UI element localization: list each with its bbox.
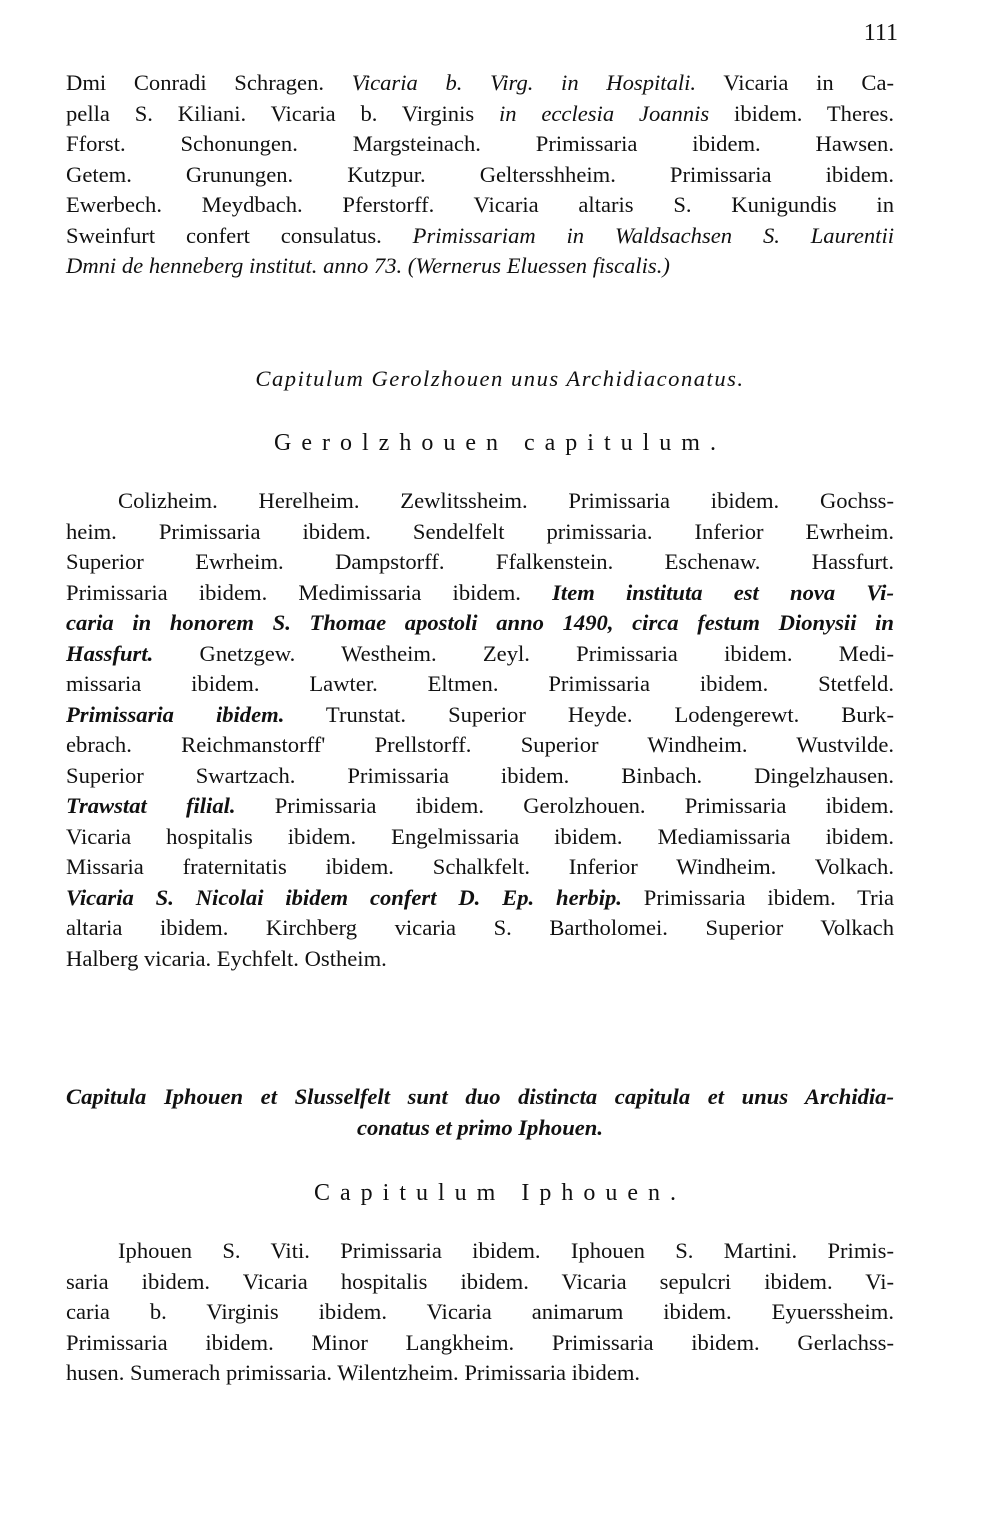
text-segment: Superior Ewrheim. Dampstorff. Ffalkenstein. Eschenaw. Hassfurt. [66,549,894,574]
text-segment: Primissariam in Waldsachsen S. Laurentii [412,222,894,248]
text-segment: Fforst. Schonungen. Margsteinach. Primissaria ibidem. Hawsen. [66,131,894,156]
text-line [66,517,894,548]
text-segment: ebrach. Reichmanstorff' Prellstorff. Superior Windheim. Wustvilde. [66,732,894,757]
text-line [66,944,894,975]
text-segment: Colizheim. Herelheim. Zewlitssheim. Primissaria ibidem. Gochss- [118,488,894,513]
text-line [66,1358,894,1389]
section2-heading-italic: Capitulum Gerolzhouen unus Archidiaconatus. [255,366,745,391]
text-line [66,578,894,609]
text-line [66,822,894,853]
text-segment: in ecclesia Joannis [498,100,710,126]
text-segment: Trawstat filial. [66,793,236,818]
section1-paragraph [66,68,894,282]
text-line [66,1328,894,1359]
section2-paragraph [66,486,894,974]
text-line [66,913,894,944]
text-segment: Item instituta est nova Vi- [552,579,894,605]
text-segment: Vicaria in Ca- [696,70,895,95]
section3-heading-line2: conatus et primo Iphouen. [356,1114,604,1140]
text-segment: caria b. Virginis ibidem. Vicaria animarum ibidem. Eyuerssheim. [66,1299,894,1324]
text-line [66,190,894,221]
text-line [66,547,894,578]
page-number: 111 [863,20,898,46]
text-line [66,761,894,792]
text-segment: altaria ibidem. Kirchberg vicaria S. Bartholomei. Superior Volkach [66,915,894,940]
text-segment: Primissaria ibidem. Tria [621,884,894,910]
text-line [66,221,894,252]
section3-heading-line1: Capitula Iphouen et Slusselfelt sunt duo distincta capitula et unus Archidia- [66,1084,894,1109]
text-segment: Dmni de henneberg institut. anno 73. (Wernerus Eluessen fiscalis.) [66,253,670,278]
text-segment: pella S. Kiliani. Vicaria b. Virginis [66,100,499,126]
text-segment: Missaria fraternitatis ibidem. Schalkfelt. Inferior Windheim. Volkach. [66,854,894,879]
text-segment: husen. Sumerach primissaria. Wilentzheim. Primissaria ibidem. [66,1360,641,1385]
text-segment: caria in honorem S. Thomae apostoli anno 1490, circa festum Dionysii in [66,610,894,635]
text-line [66,99,894,130]
text-segment: Hassfurt. [66,640,154,666]
text-line [66,129,894,160]
text-segment: missaria ibidem. Lawter. Eltmen. Primissaria ibidem. Stetfeld. [66,671,894,696]
text-line [66,730,894,761]
text-line [66,608,894,639]
text-line [66,68,894,99]
text-segment: Primissaria ibidem. [66,701,285,727]
text-segment: Vicaria b. Virg. in Hospitali. [351,70,697,95]
text-segment: heim. Primissaria ibidem. Sendelfelt primissaria. Inferior Ewrheim. [66,518,894,544]
text-line [66,486,894,517]
text-line [66,883,894,914]
text-line [66,160,894,191]
text-line [66,852,894,883]
text-segment: Ewerbech. Meydbach. Pferstorff. Vicaria altaris S. Kunigundis in [66,192,894,217]
text-segment: ibidem. Theres. [709,100,894,126]
section3-paragraph [66,1236,894,1389]
text-segment: Superior Swartzach. Primissaria ibidem. Binbach. Dingelzhausen. [66,762,894,788]
section3-heading-spaced: Capitulum Iphouen. [314,1180,686,1206]
text-segment: Gnetzgew. Westheim. Zeyl. Primissaria ibidem. Medi- [153,640,894,666]
text-segment: Vicaria S. Nicolai ibidem confert D. Ep. herbip. [66,884,622,910]
text-line [66,669,894,700]
text-segment: Primissaria ibidem. Medimissaria ibidem. [66,579,553,605]
text-line [66,251,894,282]
text-segment: Primissaria ibidem. Minor Langkheim. Primissaria ibidem. Gerlachss- [66,1329,894,1355]
text-line [66,1267,894,1298]
text-segment: Primissaria ibidem. Gerolzhouen. Primissaria ibidem. [235,793,894,818]
text-segment: Halberg vicaria. Eychfelt. Ostheim. [66,945,387,971]
text-segment: Getem. Grunungen. Kutzpur. Geltersshheim. Primissaria ibidem. [66,161,894,187]
section2-heading-spaced: Gerolzhouen capitulum. [274,430,726,456]
text-segment: Sweinfurt confert consulatus. [66,222,413,248]
text-line [66,1297,894,1328]
text-line [66,639,894,670]
section3-heading-italic [66,1082,894,1143]
text-line [66,700,894,731]
text-segment: Dmi Conradi Schragen. [66,70,352,95]
text-segment: Vicaria hospitalis ibidem. Engelmissaria ibidem. Mediamissaria ibidem. [66,823,894,849]
text-line [66,1236,894,1267]
text-segment: saria ibidem. Vicaria hospitalis ibidem. Vicaria sepulcri ibidem. Vi- [66,1268,894,1294]
text-segment: Trunstat. Superior Heyde. Lodengerewt. Burk- [284,701,894,727]
text-segment: Iphouen S. Viti. Primissaria ibidem. Iphouen S. Martini. Primis- [118,1238,894,1263]
text-line [66,791,894,822]
